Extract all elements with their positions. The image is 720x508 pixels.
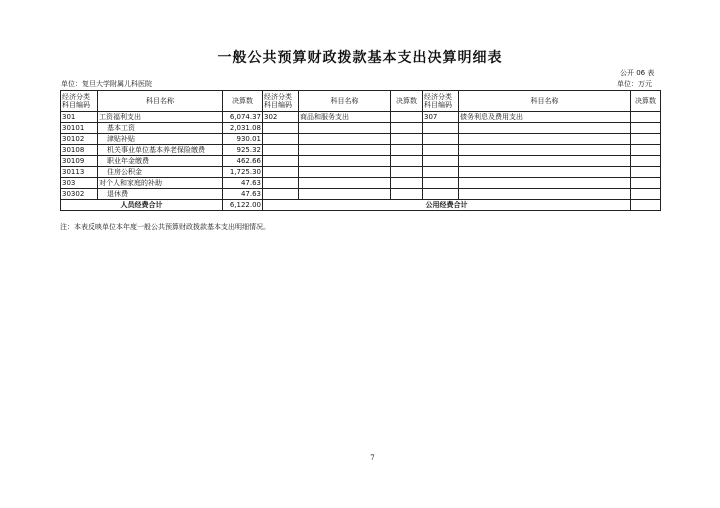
header-amount: 决算数 xyxy=(223,91,263,112)
public-total-label: 公用经费合计 xyxy=(263,200,631,211)
name-cell: 基本工资 xyxy=(98,123,223,134)
code-cell: 30113 xyxy=(61,167,98,178)
personnel-total-label: 人员经费合计 xyxy=(61,200,223,211)
table-row xyxy=(61,189,661,200)
amount-cell: 1,725.30 xyxy=(223,167,263,178)
name-cell: 对个人和家庭的补助 xyxy=(98,178,223,189)
table-row xyxy=(61,167,661,178)
amount-cell: 930.01 xyxy=(223,134,263,145)
header-name: 科目名称 xyxy=(299,91,391,112)
header-code: 经济分类 科目编码 xyxy=(263,91,299,112)
code-cell: 30102 xyxy=(61,134,98,145)
code-cell: 303 xyxy=(61,178,98,189)
amount-cell: 925.32 xyxy=(223,145,263,156)
header-amount: 决算数 xyxy=(631,91,661,112)
code-cell: 302 xyxy=(263,112,299,123)
amount-cell: 6,074.37 xyxy=(223,112,263,123)
table-row xyxy=(61,156,661,167)
table-row xyxy=(61,134,661,145)
amount-cell: 47.63 xyxy=(223,189,263,200)
name-cell: 住房公积金 xyxy=(98,167,223,178)
name-cell: 退休费 xyxy=(98,189,223,200)
footnote: 注：本表反映单位本年度一般公共预算财政拨款基本支出明细情况。 xyxy=(60,223,270,231)
amount-cell: 2,031.08 xyxy=(223,123,263,134)
page-title: 一般公共预算财政拨款基本支出决算明细表 xyxy=(217,50,503,66)
name-cell: 机关事业单位基本养老保险缴费 xyxy=(98,145,223,156)
code-cell: 30101 xyxy=(61,123,98,134)
money-unit: 单位：万元 xyxy=(617,80,652,88)
page-number: 7 xyxy=(370,454,375,462)
code-cell: 307 xyxy=(423,112,459,123)
table-row xyxy=(61,123,661,134)
header-amount: 决算数 xyxy=(391,91,423,112)
header-row xyxy=(61,91,661,112)
header-name: 科目名称 xyxy=(459,91,631,112)
code-cell: 301 xyxy=(61,112,98,123)
code-cell: 30108 xyxy=(61,145,98,156)
public-total-amount xyxy=(631,200,661,211)
code-cell: 30302 xyxy=(61,189,98,200)
header-code: 经济分类 科目编码 xyxy=(61,91,98,112)
personnel-total-amount: 6,122.00 xyxy=(223,200,263,211)
header-code: 经济分类 科目编码 xyxy=(423,91,459,112)
amount-cell: 462.66 xyxy=(223,156,263,167)
header-name: 科目名称 xyxy=(98,91,223,112)
form-number: 公开 06 表 xyxy=(620,69,655,77)
table-row xyxy=(61,145,661,156)
name-cell: 津贴补贴 xyxy=(98,134,223,145)
amount-cell xyxy=(631,112,661,123)
amount-cell xyxy=(391,112,423,123)
table-row xyxy=(61,112,661,123)
amount-cell: 47.63 xyxy=(223,178,263,189)
totals-row xyxy=(61,200,661,211)
table-row xyxy=(61,178,661,189)
name-cell: 职业年金缴费 xyxy=(98,156,223,167)
unit-name: 单位：复旦大学附属儿科医院 xyxy=(61,80,152,88)
name-cell: 工资福利支出 xyxy=(98,112,223,123)
expenditure-table xyxy=(60,90,661,211)
name-cell: 商品和服务支出 xyxy=(299,112,391,123)
code-cell: 30109 xyxy=(61,156,98,167)
name-cell: 债务利息及费用支出 xyxy=(459,112,631,123)
